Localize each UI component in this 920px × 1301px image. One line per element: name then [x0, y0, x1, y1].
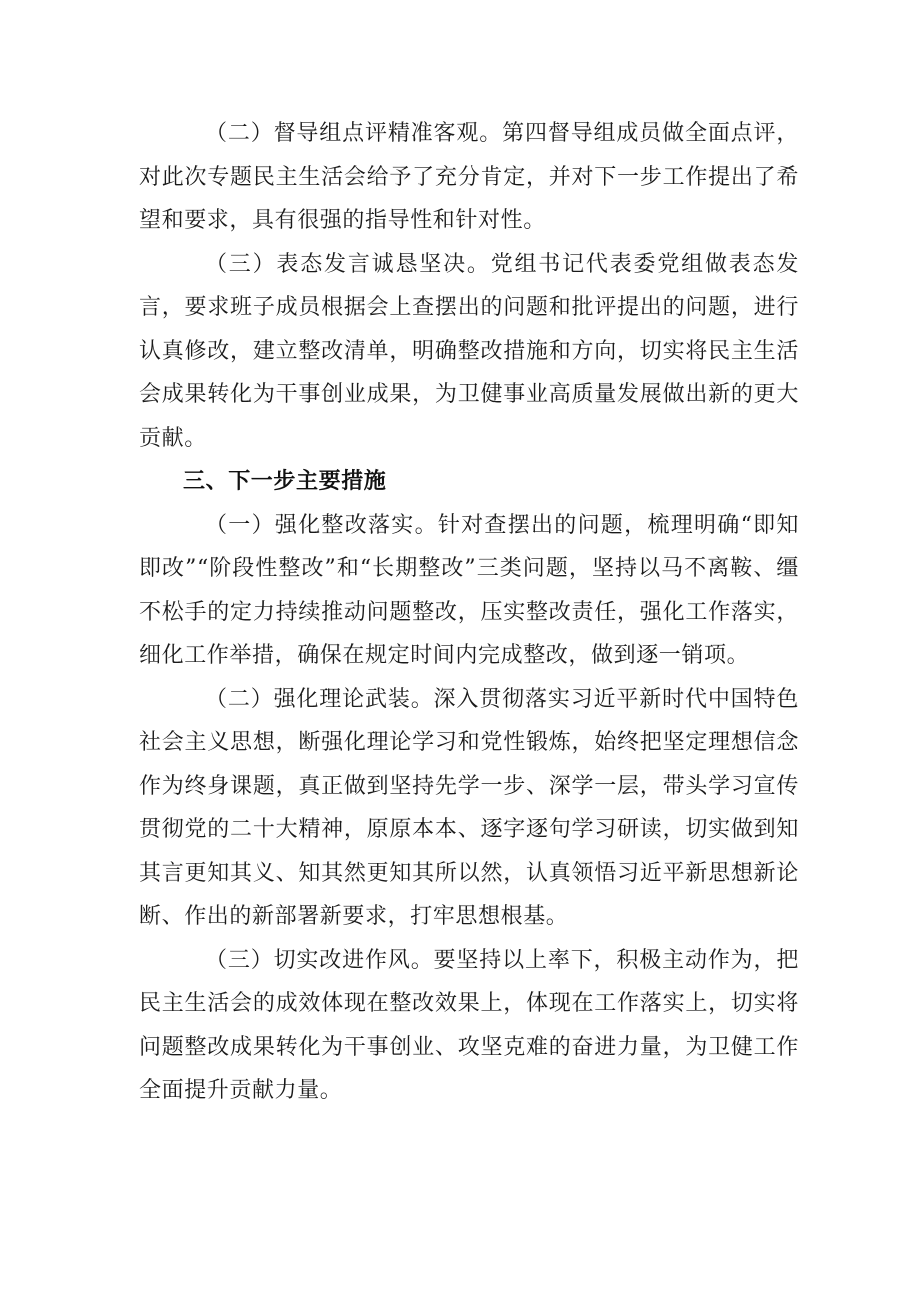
paragraph-statement-speech: （三）表态发言诚恳坚决。党组书记代表委党组做表态发言，要求班子成员根据会上查摆出的问题和批评提出的问题，进行认真修改，建立整改清单，明确整改措施和方向，切实将民主生活会成果转化为干事创业成果，为卫健事业高质量发展做出新的更大贡献。 — [139, 251, 799, 451]
paragraph-rectification: （一）强化整改落实。针对查摆出的问题，梳理明确“即知即改”“阶段性整改”和“长期整改”三类问题，坚持以马不离鞍、缰不松手的定力持续推动问题整改，压实整改责任，强化工作落实，细化工作举措，确保在规定时间内完成整改，做到逐一销项。 — [139, 512, 799, 668]
paragraph-theory-study: （二）强化理论武装。深入贯彻落实习近平新时代中国特色社会主义思想，断强化理论学习和党性锻炼，始终把坚定理想信念作为终身课题，真正做到坚持先学一步、深学一层，带头学习宣传贯彻党的二十大精神，原原本本、逐字逐句学习研读，切实做到知其言更知其义、知其然更知其所以然，认真领悟习近平新思想新论断、作出的新部署新要求，打牢思想根基。 — [139, 686, 799, 929]
paragraph-supervision-review: （二）督导组点评精准客观。第四督导组成员做全面点评，对此次专题民主生活会给予了充分肯定，并对下一步工作提出了希望和要求，具有很强的指导性和针对性。 — [139, 121, 799, 233]
document-body — [139, 112, 799, 1113]
paragraph-work-style: （三）切实改进作风。要坚持以上率下，积极主动作为，把民主生活会的成效体现在整改效果上，体现在工作落实上，切实将问题整改成果转化为干事创业、攻坚克难的奋进力量，为卫健工作全面提升贡献力量。 — [139, 947, 799, 1103]
section-heading-next-steps: 三、下一步主要措施 — [183, 469, 387, 494]
